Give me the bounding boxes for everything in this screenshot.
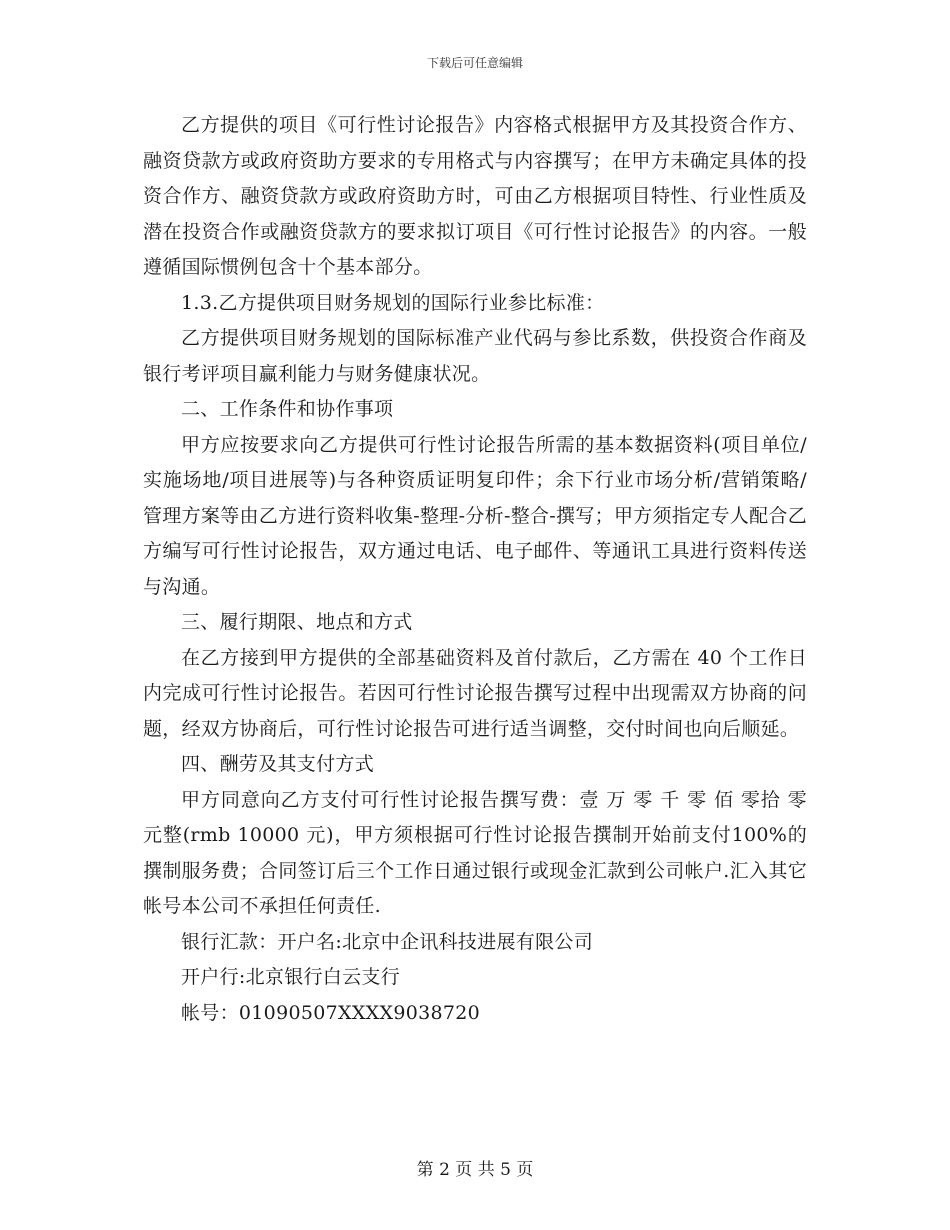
section-heading-work-conditions: 二、工作条件和协作事项 — [181, 398, 394, 420]
bank-branch: 开户行:北京银行白云支行 — [181, 966, 401, 988]
page-number-footer: 第 2 页 共 5 页 — [416, 1160, 534, 1180]
bank-account-number: 帐号：01090507XXXX9038720 — [181, 1001, 481, 1024]
paragraph-report-format: 乙方提供的项目《可行性讨论报告》内容格式根据甲方及其投资合作方、融资贷款方或政府资助方要求的专用格式与内容撰写；在甲方未确定具体的投资合作方、融资贷款方或政府资助方时，可由乙方根据项目特性、行业性质及潜在投资合作或融资贷款方的要求拟订项目《可行性讨论报告》的内容。一般遵循国际惯例包含十个基本部分。 — [143, 114, 807, 278]
paragraph-section-1-3-heading: 1.3.乙方提供项目财务规划的国际行业参比标准： — [181, 291, 605, 314]
document-body — [143, 108, 807, 1031]
section-heading-payment: 四、酬劳及其支付方式 — [181, 753, 375, 775]
paragraph-payment-terms: 甲方同意向乙方支付可行性讨论报告撰写费：壹 万 零 千 零 佰 零拾 零 元整(rmb 10000 元)，甲方须根据可行性讨论报告撰制开始前支付100%的撰制服务费；合同签订后三个工作日通过银行或现金汇款到公司帐户.汇入其它帐号本公司不承担任何责任. — [143, 788, 807, 917]
paragraph-financial-standard: 乙方提供项目财务规划的国际标准产业代码与参比系数，供投资合作商及银行考评项目赢利能力与财务健康状况。 — [143, 327, 807, 385]
bank-account-name: 银行汇款：开户名:北京中企讯科技进展有限公司 — [181, 930, 594, 953]
paragraph-performance-period: 在乙方接到甲方提供的全部基础资料及首付款后，乙方需在 40 个工作日内完成可行性讨论报告。若因可行性讨论报告撰写过程中出现需双方协商的问题，经双方协商后，可行性讨论报告可进行适当调整，交付时间也向后顺延。 — [143, 646, 807, 740]
page-header-note: 下载后可任意编辑 — [426, 56, 523, 70]
paragraph-work-conditions: 甲方应按要求向乙方提供可行性讨论报告所需的基本数据资料(项目单位/实施场地/项目进展等)与各种资质证明复印件；余下行业市场分析/营销策略/管理方案等由乙方进行资料收集-整理-分析-整合-撰写；甲方须指定专人配合乙方编写可行性讨论报告，双方通过电话、电子邮件、等通讯工具进行资料传送与沟通。 — [143, 433, 807, 598]
section-heading-performance-period: 三、履行期限、地点和方式 — [181, 611, 413, 633]
